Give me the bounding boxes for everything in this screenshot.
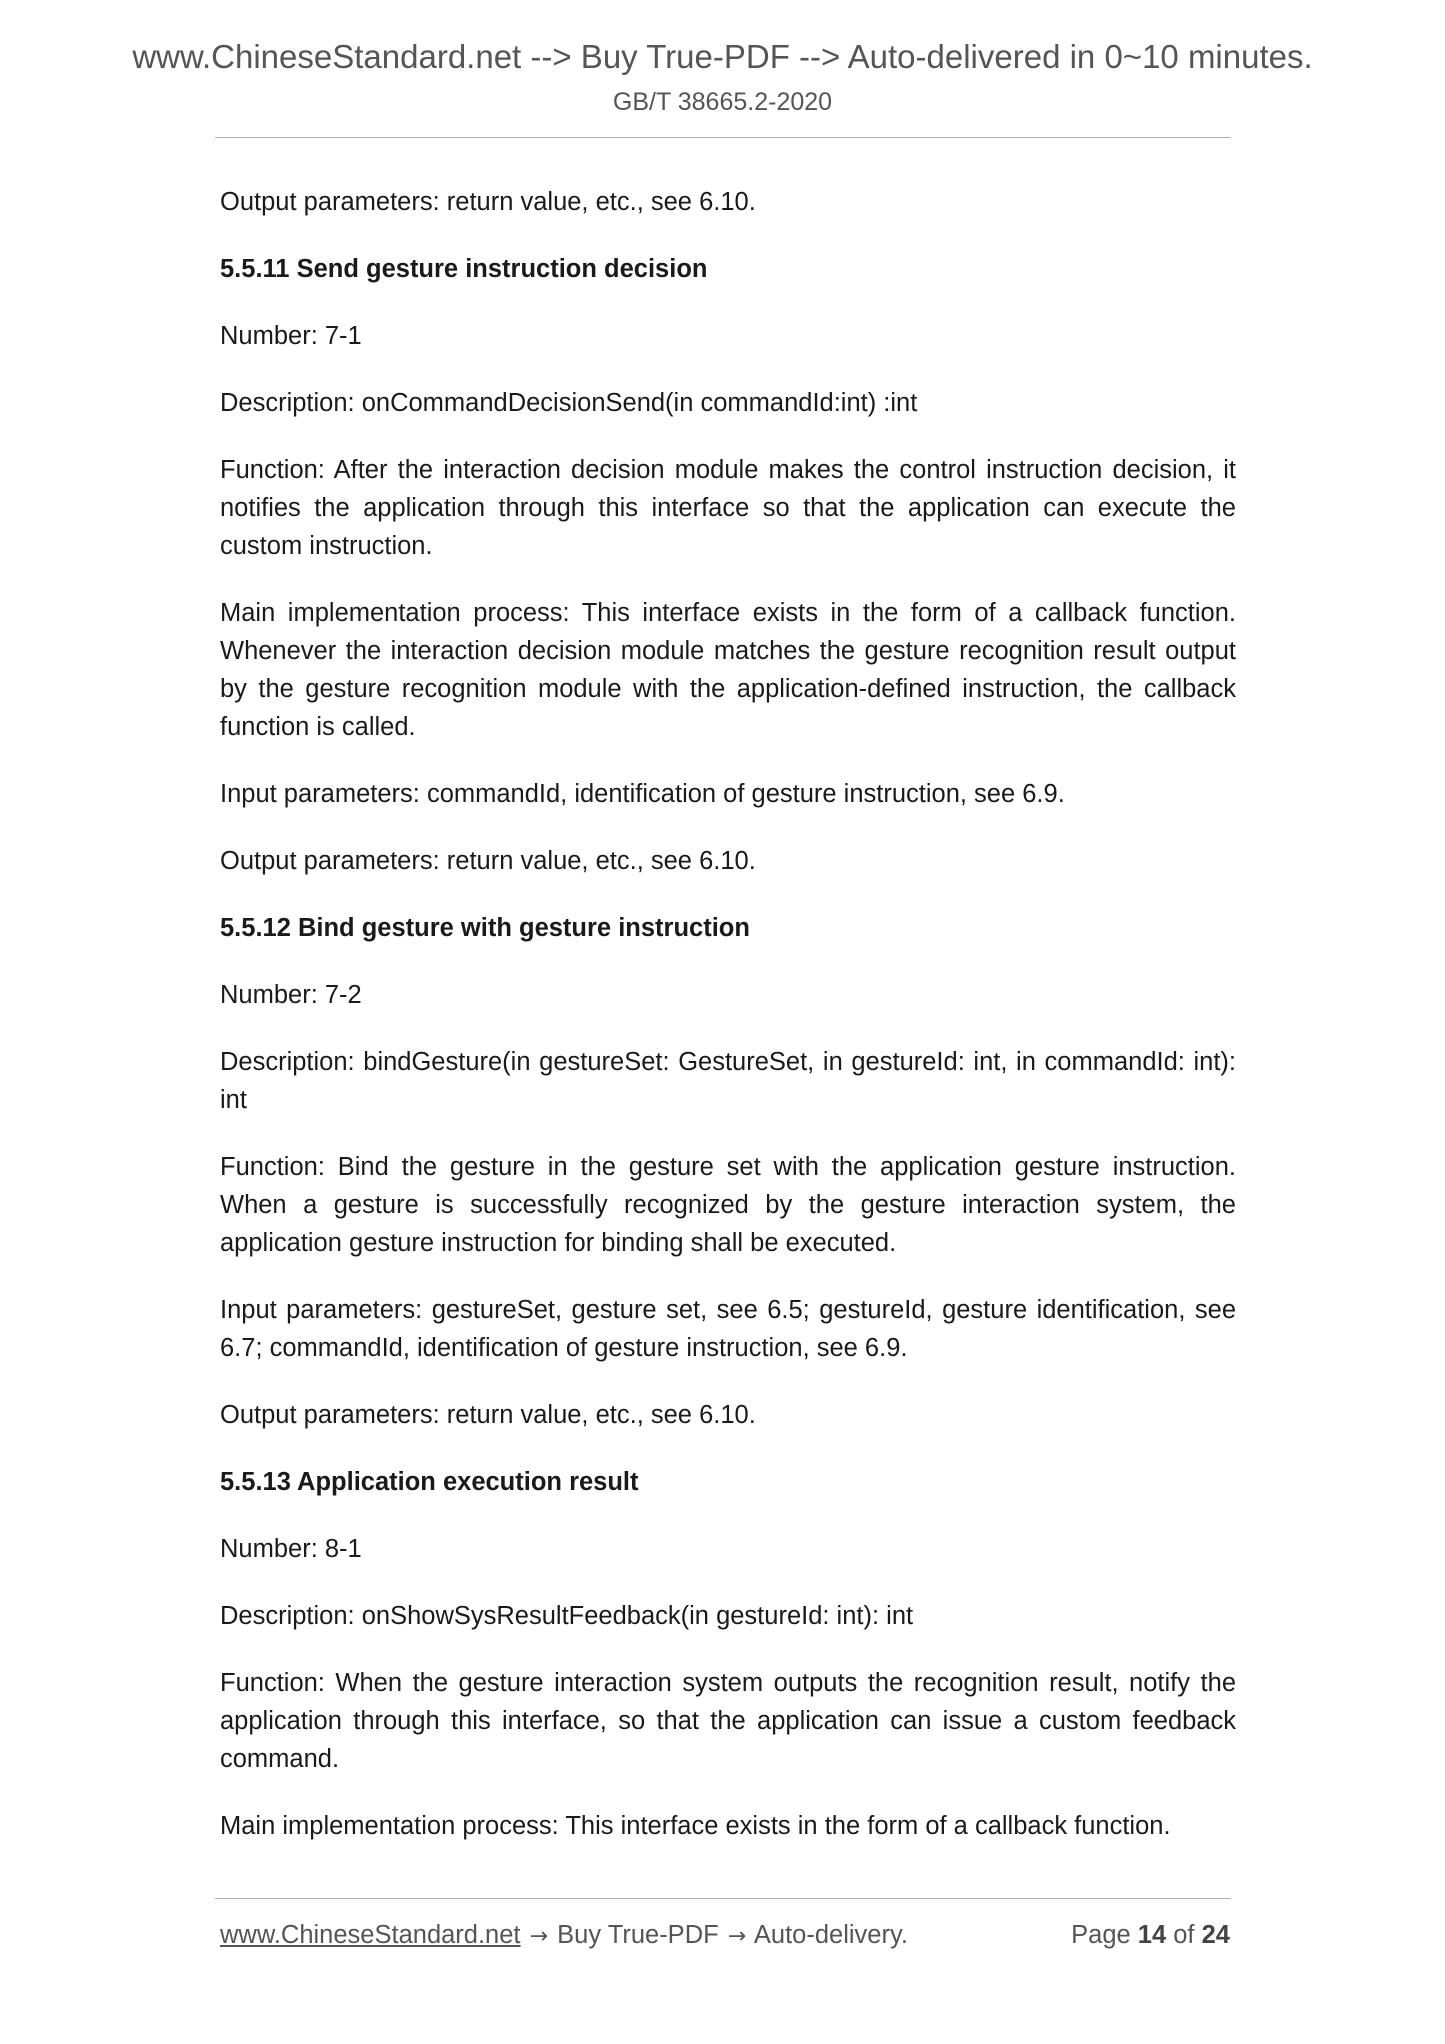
implementation-paragraph: Main implementation process: This interface exists in the form of a callback function. Whenever the interaction decision module matches the gesture recognition result output by the gesture recognition module with the application-defined instruction, the callback function is called.: [220, 599, 1236, 741]
function-paragraph: Function: After the interaction decision module makes the control instruction decision, it notifies the application through this interface so that the application can execute the custom instruction.: [220, 456, 1236, 560]
footer-buy-text: Buy True-PDF: [557, 1921, 719, 1949]
arrow-right-icon: →: [529, 1924, 549, 1949]
input-parameters-paragraph: Input parameters: commandId, identification of gesture instruction, see 6.9.: [220, 780, 1065, 808]
input-parameters-paragraph: Input parameters: gestureSet, gesture set, see 6.5; gestureId, gesture identification, see 6.7; commandId, identification of gesture instruction, see 6.9.: [220, 1296, 1236, 1362]
number-paragraph: Number: 8-1: [220, 1535, 362, 1563]
page-current: 14: [1137, 1921, 1167, 1949]
footer-site-link[interactable]: www.ChineseStandard.net: [220, 1921, 521, 1949]
header-divider: [215, 137, 1231, 138]
section-title-5-5-11: 5.5.11 Send gesture instruction decision: [220, 255, 708, 283]
description-paragraph: Description: onShowSysResultFeedback(in gestureId: int): int: [220, 1602, 914, 1630]
section-title-5-5-13: 5.5.13 Application execution result: [220, 1468, 639, 1496]
function-paragraph: Function: When the gesture interaction system outputs the recognition result, notify the application through this interface, so that the application can issue a custom feedback command.: [220, 1669, 1236, 1773]
footer-delivery-text: Auto-delivery.: [753, 1921, 908, 1949]
top-banner: www.ChineseStandard.net --> Buy True-PDF --> Auto-delivered in 0~10 minutes.: [132, 38, 1313, 75]
number-paragraph: Number: 7-1: [220, 322, 362, 350]
page-of-label: of: [1173, 1921, 1195, 1949]
page-footer: [220, 1917, 1230, 1953]
arrow-right-icon: →: [727, 1924, 747, 1949]
page-number: [1071, 1917, 1230, 1953]
output-parameters-paragraph: Output parameters: return value, etc., see 6.10.: [220, 847, 756, 875]
footer-promo: [220, 1917, 908, 1955]
document-code: GB/T 38665.2-2020: [612, 88, 833, 116]
page-label: Page: [1071, 1921, 1131, 1949]
description-paragraph: Description: onCommandDecisionSend(in commandId:int) :int: [220, 389, 918, 417]
document-body: [220, 183, 1236, 1874]
output-parameters-paragraph: Output parameters: return value, etc., see 6.10.: [220, 1401, 756, 1429]
implementation-paragraph: Main implementation process: This interface exists in the form of a callback function.: [220, 1812, 1171, 1840]
footer-divider: [215, 1898, 1231, 1899]
section-title-5-5-12: 5.5.12 Bind gesture with gesture instruction: [220, 914, 750, 942]
description-paragraph: Description: bindGesture(in gestureSet: GestureSet, in gestureId: int, in commandId: int): int: [220, 1048, 1236, 1114]
function-paragraph: Function: Bind the gesture in the gesture set with the application gesture instruction. When a gesture is successfully recognized by the gesture interaction system, the application gesture instruction for binding shall be executed.: [220, 1153, 1236, 1257]
page-total: 24: [1201, 1921, 1230, 1949]
number-paragraph: Number: 7-2: [220, 981, 362, 1009]
output-parameters-paragraph: Output parameters: return value, etc., see 6.10.: [220, 188, 756, 216]
